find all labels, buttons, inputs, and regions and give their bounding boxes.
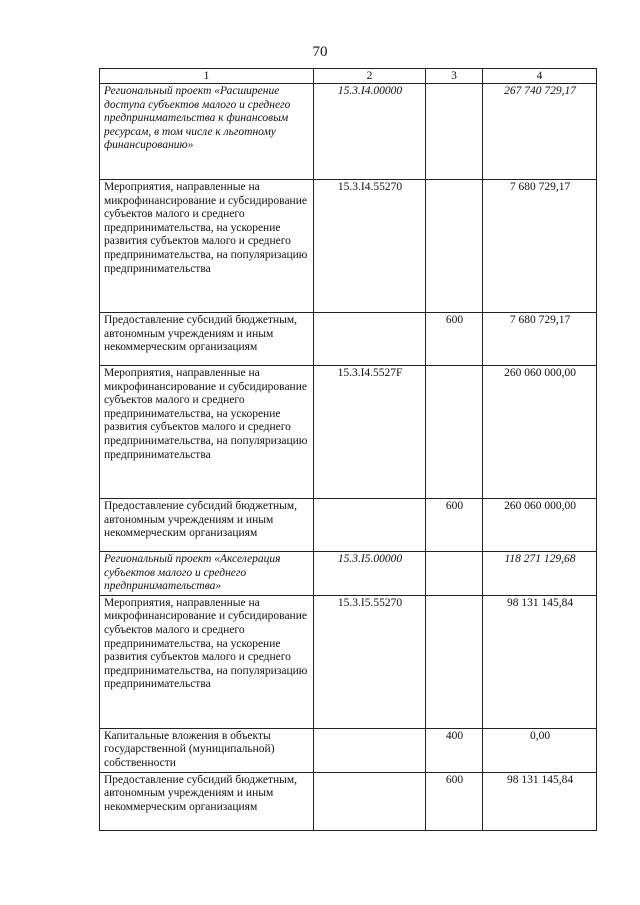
page-number: 70 [312,44,328,60]
row-amount-cell: 267 740 729,17 [483,84,597,180]
row-code-cell: 15.3.I4.00000 [314,84,426,180]
row-name-cell: Региональный проект «Расширение доступа субъектов малого и среднего предпринимательства к финансовым ресурсам, в том числе к льготному финансированию» [100,84,314,180]
row-code-cell [314,728,426,772]
row-expense-type-cell [426,366,483,499]
row-code-cell [314,772,426,830]
row-amount-cell: 98 131 145,84 [483,772,597,830]
row-name-cell: Мероприятия, направленные на микрофинансирование и субсидирование субъектов малого и среднего предпринимательства, на ускорение развития субъектов малого и среднего предпринимательства, на популяризацию предпринимательства [100,366,314,499]
row-expense-type-cell: 600 [426,313,483,366]
row-amount-cell: 98 131 145,84 [483,595,597,728]
budget-table [99,68,597,831]
table-row [100,313,597,366]
row-code-cell: 15.3.I5.00000 [314,552,426,596]
table-row [100,728,597,772]
column-header-2: 2 [314,69,426,84]
table-row [100,499,597,552]
row-code-cell [314,499,426,552]
row-name-cell: Капитальные вложения в объекты государственной (муниципальной) собственности [100,728,314,772]
row-code-cell: 15.3.I4.5527F [314,366,426,499]
row-code-cell: 15.3.I5.55270 [314,595,426,728]
row-name-cell: Мероприятия, направленные на микрофинансирование и субсидирование субъектов малого и среднего предпринимательства, на ускорение развития субъектов малого и среднего предпринимательства, на популяризацию предпринимательства [100,180,314,313]
row-expense-type-cell [426,552,483,596]
table-row [100,552,597,596]
table-row [100,772,597,830]
column-header-1: 1 [100,69,314,84]
row-name-cell: Региональный проект «Акселерация субъектов малого и среднего предпринимательства» [100,552,314,596]
row-expense-type-cell: 600 [426,772,483,830]
row-amount-cell: 0,00 [483,728,597,772]
table-row [100,595,597,728]
row-amount-cell: 118 271 129,68 [483,552,597,596]
column-header-3: 3 [426,69,483,84]
row-expense-type-cell [426,84,483,180]
row-name-cell: Предоставление субсидий бюджетным, автономным учреждениям и иным некоммерческим организациям [100,313,314,366]
row-amount-cell: 7 680 729,17 [483,180,597,313]
row-amount-cell: 7 680 729,17 [483,313,597,366]
column-header-4: 4 [483,69,597,84]
row-code-cell [314,313,426,366]
table-row [100,366,597,499]
row-amount-cell: 260 060 000,00 [483,499,597,552]
table-header-row [100,69,597,84]
table-row [100,180,597,313]
row-amount-cell: 260 060 000,00 [483,366,597,499]
row-name-cell: Предоставление субсидий бюджетным, автономным учреждениям и иным некоммерческим организациям [100,772,314,830]
table-body [100,84,597,831]
row-code-cell: 15.3.I4.55270 [314,180,426,313]
row-expense-type-cell [426,595,483,728]
table-row [100,84,597,180]
row-expense-type-cell: 600 [426,499,483,552]
row-name-cell: Предоставление субсидий бюджетным, автономным учреждениям и иным некоммерческим организациям [100,499,314,552]
row-expense-type-cell: 400 [426,728,483,772]
row-expense-type-cell [426,180,483,313]
row-name-cell: Мероприятия, направленные на микрофинансирование и субсидирование субъектов малого и среднего предпринимательства, на ускорение развития субъектов малого и среднего предпринимательства, на популяризацию предпринимательства [100,595,314,728]
